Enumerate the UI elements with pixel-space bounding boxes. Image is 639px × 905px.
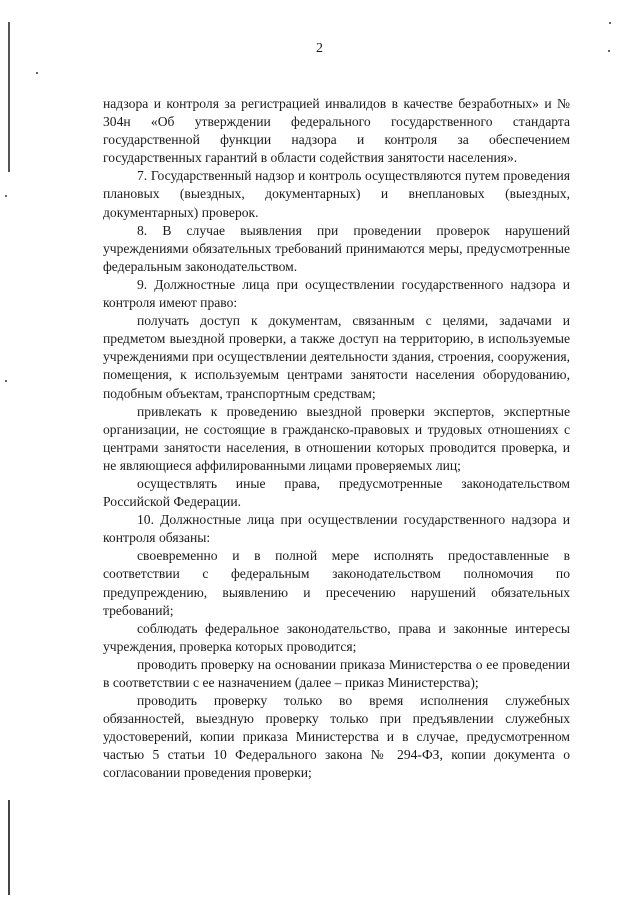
scan-dot xyxy=(5,195,7,197)
paragraph: проводить проверку только во время исполнения служебных обязанностей, выездную проверку только при предъявлении служебных удостоверений, копии приказа Министерства и в случае, предусмотренном частью 5 статьи 10 Федерального закона № 294-ФЗ, копии документа о согласовании проведения проверки; xyxy=(103,693,570,781)
paragraph: привлекать к проведению выездной проверки экспертов, экспертные организации, не состоящие в гражданско-правовых и трудовых отношениях с центрами занятости населения, в отношении которых проводится проверка, и не являющиеся аффилированными лицами проверяемых лиц; xyxy=(103,403,570,473)
paragraph: своевременно и в полной мере исполнять предоставленные в соответствии с федеральным законодательством полномочия по предупреждению, выявлению и пресечению нарушений обязательных требований; xyxy=(103,548,570,618)
paragraph: соблюдать федеральное законодательство, права и законные интересы учреждения, проверка которых проводится; xyxy=(103,620,570,654)
paragraph: получать доступ к документам, связанным с целями, задачами и предметом выездной проверки, а также доступ на территорию, в используемые учреждениями при осуществлении деятельности здания, строения, сооружения, помещения, к используемым центрами занятости населения оборудованию, подобным объектам, транспортным средствам; xyxy=(103,313,570,401)
paragraph: 8. В случае выявления при проведении проверок нарушений учреждениями обязательных требований принимаются меры, предусмотренные федеральным законодательством. xyxy=(103,222,570,274)
page-number: 2 xyxy=(316,41,323,56)
scan-dot xyxy=(5,380,7,382)
paragraph: 9. Должностные лица при осуществлении государственного надзора и контроля имеют право: xyxy=(103,276,570,311)
paragraph: проводить проверку на основании приказа Министерства о ее проведении в соответствии с ее назначением (далее – приказ Министерства); xyxy=(103,656,570,690)
paragraph: осуществлять иные права, предусмотренные законодательством Российской Федерации. xyxy=(103,475,570,510)
document-body xyxy=(103,95,570,783)
scan-edge-line-bottom xyxy=(8,800,10,895)
scan-dot xyxy=(609,22,611,24)
paragraph: 7. Государственный надзор и контроль осуществляются путем проведения плановых (выездных, документарных) и внеплановых (выездных, документарных) проверок. xyxy=(103,168,570,220)
paragraph: 10. Должностные лица при осуществлении государственного надзора и контроля обязаны: xyxy=(103,512,570,546)
scan-dot xyxy=(36,72,38,74)
paragraph: надзора и контроля за регистрацией инвалидов в качестве безработных» и № 304н «Об утверждении федерального государственного стандарта государственной функции надзора и контроля за обеспечением государственных гарантий в области содействия занятости населения». xyxy=(103,96,570,166)
